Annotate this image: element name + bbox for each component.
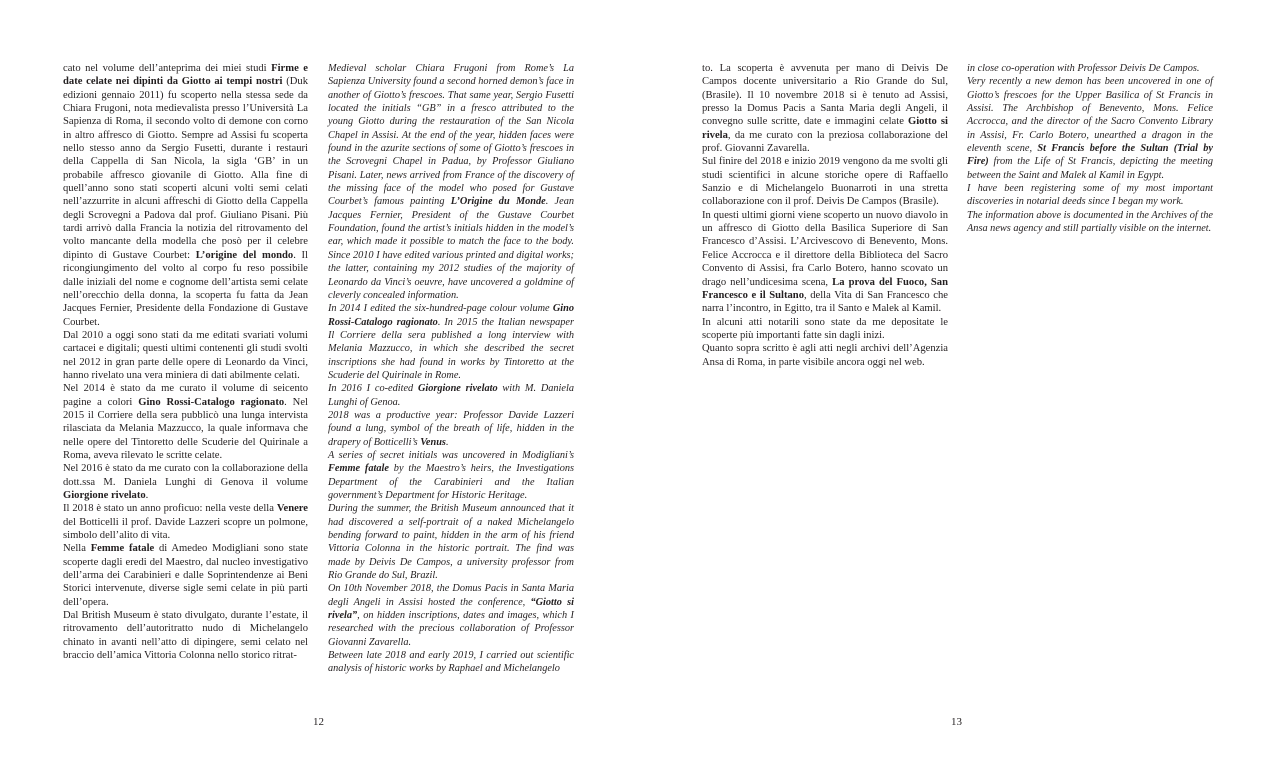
bold-title: Firme e date celate nei dipinti da Giotto ai tempi nostri: [63, 63, 309, 88]
paragraph: Very recently a new demon has been uncovered in one of Giotto’s frescoes for the Upper Basilica of St Francis in Assisi. The Archbishop of Benevento, Mons. Felice Accrocca, and the director of the Sacro Convento Library in Assisi, Fr. Carlo Botero, unearthed a dragon in the eleventh scene, St Francis before the Sultan (Trial by Fire) from the Life of St Francis, depicting the meeting between the Saint and Malek al Kamil in Egypt.: [967, 76, 1213, 181]
paragraph: In alcuni atti notarili sono state da me depositate le scoperte più importanti fatte sin dagli inizi.: [702, 316, 948, 341]
paragraph: Sul finire del 2018 e inizio 2019 vengono da me svolti gli studi scientifici in alcune storiche opere di Raffaello Sanzio e di Michelangelo Buonarroti in una stretta collaborazione con il prof. Deivis De Campos (Brasile).: [702, 156, 948, 208]
bold-title: Femme fatale: [90, 543, 155, 555]
paragraph: Dal 2010 a oggi sono stati da me editati svariati volumi cartacei e digitali; questi ultimi contenenti gli studi svolti nel 2012 in gran parte delle opere di Leonardo da Vinci, hanno rivelato una vera miniera di dati abilmente celati.: [63, 329, 308, 381]
paragraph: In 2014 I edited the six-hundred-page colour volume Gino Rossi-Catalogo ragionato. In 2015 the Italian newspaper Il Corriere della sera published a long interview with Melania Mazzucco, in which she described the secret inscriptions she had found in works by Tintoretto at the Scuderie del Quirinale in Rome.: [328, 303, 574, 381]
paragraph: Dal British Museum è stato divulgato, durante l’estate, il ritrovamento dell’autoritratto nudo di Michelangelo chinato in avanti nell’atto di dipingere, semi celato nel braccio dell’amica Vittoria Colonna nello storico ritrat-: [63, 610, 308, 662]
paragraph: In 2016 I co-edited Giorgione rivelato with M. Daniela Lunghi of Genoa.: [328, 383, 574, 408]
page-number-right: 13: [951, 716, 962, 728]
bold-title: Giotto si rivela: [702, 116, 948, 141]
english-column-page-13: [967, 62, 1213, 235]
paragraph: Nella Femme fatale di Amedeo Modigliani sono state scoperte dagli eredi del Maestro, dal nucleo investigativo dell’arma dei Carabinieri e dalle Soprintendenze ai Beni Storici intervenute, diverse sigle semi celate in più parti dell’opera.: [63, 543, 309, 608]
paragraph: cato nel volume dell’anteprima dei miei studi Firme e date celate nei dipinti da Giotto ai tempi nostri (Duk edizioni gennaio 2011) fu scoperto nella stessa sede da Chiara Frugoni, nota medievalista presso l’Università La Sapienza di Roma, il secondo volto di demone con corno in altro affresco di Giotto. Sempre ad Assisi fu scoperta nello stesso anno da Sergio Fusetti, durante i restauri della Cappella di San Nicola, la sigla ‘GB’ in un probabile affresco giovanile di Giotto. Alla fine di quell’anno sono stati scoperti alcuni volti semi celati nell’azzurrite in alcuni affreschi di Giotto della Cappella degli Scrovegni a Padova dal prof. Giuliano Pisani. Più tardi arrivò dalla Francia la notizia del ritrovamento del volto mancante della modella che posò per il celebre dipinto di Gustave Courbet: L’origine del mondo. Il ricongiungimento del volto al corpo fu reso possibile dalle iniziali del nome e cognome dell’artista semi celate nell’orecchio della donna, la scoperta fu fatta da Jean Jacques Fernier, Presidente della Fondazione di Gustave Courbet.: [63, 63, 309, 328]
bold-title: Gino Rossi-Catalogo ragionato: [138, 396, 285, 408]
paragraph: I have been registering some of my most important discoveries in notarial deeds since I began my work.: [967, 183, 1213, 208]
bold-title: Giorgione rivelato: [417, 383, 498, 395]
bold-title: “Giotto si rivela”: [328, 596, 574, 622]
bold-title: Gino Rossi-Catalogo ragionato: [328, 303, 574, 328]
bold-title: L’Origine du Monde: [450, 196, 546, 208]
paragraph: A series of secret initials was uncovered in Modigliani’s Femme fatale by the Maestro’s heirs, the Investigations Department of the Carabinieri and the Italian government’s Department for Historic Heritage.: [328, 449, 574, 501]
paragraph: The information above is documented in the Archives of the Ansa news agency and still partially visible on the internet.: [967, 209, 1213, 235]
bold-title: Venus: [420, 436, 446, 448]
bold-title: L’origine del mondo: [195, 249, 294, 261]
english-column-page-12: [328, 62, 574, 676]
paragraph: Medieval scholar Chiara Frugoni from Rome’s La Sapienza University found a second horned demon’s face in another of Giotto’s frescoes. That same year, Sergio Fusetti located the initials “GB” in a fresco attributed to the young Giotto during the restauration of the San Nicola Chapel in Assisi. At the end of the year, hidden faces were found in the azurite sections of some of Giotto’s frescoes in the Scrovegni Chapel in Padua, by Professor Giuliano Pisani. Later, news arrived from France of the discovery of the missing face of the model who posed for Gustave Courbet’s famous painting L’Origine du Monde. Jean Jacques Fernier, President of the Gustave Courbet Foundation, found the artist’s initials hidden in the model’s ear, which made it possible to match the face to the body. Since 2010 I have edited various printed and digital works; the latter, containing my 2012 studies of the majority of Leonardo da Vinci’s oeuvre, have uncovered a goldmine of cleverly concealed information.: [328, 63, 574, 301]
paragraph: Il 2018 è stato un anno proficuo: nella veste della Venere del Botticelli il prof. Davide Lazzeri scopre un polmone, simbolo dell’alito di vita.: [63, 503, 308, 542]
paragraph: to. La scoperta è avvenuta per mano di Deivis De Campos docente universitario a Rio Grande do Sul, (Brasile). Il 10 novembre 2018 si è tenuto ad Assisi, presso la Domus Pacis a Santa Maria degli Angeli, il convegno sulle scritte, date e immagini celate Giotto si rivela, da me curato con la preziosa collaborazione del prof. Giovanni Zavarella.: [702, 63, 948, 155]
paragraph: Nel 2014 è stato da me curato il volume di seicento pagine a colori Gino Rossi-Catalogo ragionato. Nel 2015 il Corriere della sera pubblicò una lunga intervista rilasciata da Melania Mazzucco, la quale informava che nelle opere del Tintoretto delle Scuderie del Quirinale a Roma, aveva rilevato le scritte celate.: [63, 383, 308, 461]
paragraph: Between late 2018 and early 2019, I carried out scientific analysis of historic works by Raphael and Michelangelo: [328, 650, 574, 675]
paragraph: 2018 was a productive year: Professor Davide Lazzeri found a lung, symbol of the breath of life, hidden in the drapery of Botticelli’s Venus.: [328, 409, 574, 448]
italian-column-page-12: [63, 62, 308, 662]
paragraph: In questi ultimi giorni viene scoperto un nuovo diavolo in un affresco di Giotto della Basilica Superiore di San Francesco d’Assisi. L’Arcivescovo di Benevento, Mons. Felice Accrocca e il direttore della Biblioteca del Sacro Convento di Assisi, fra Carlo Botero, hanno scovato un drago nell’undicesima scena, La prova del Fuoco, San Francesco e il Sultano, della Vita di San Francesco che narra l’incontro, in Egitto, tra il Santo e Malek al Kamil.: [702, 209, 948, 315]
paragraph: During the summer, the British Museum announced that it had discovered a self-portrait of a naked Michelangelo bending forward to paint, hidden in the arm of his friend Vittoria Colonna in the historic portrait. The find was made by Deivis De Campos, a university professor from Rio Grande do Sul, Brazil.: [328, 503, 574, 582]
page-number-left: 12: [313, 716, 324, 728]
paragraph: Nel 2016 è stato da me curato con la collaborazione della dott.ssa M. Daniela Lunghi di Genova il volume Giorgione rivelato.: [63, 463, 308, 501]
bold-title: Femme fatale: [328, 463, 389, 475]
bold-title: St Francis before the Sultan (Trial by Fire): [967, 143, 1213, 168]
bold-title: Giorgione rivelato: [63, 490, 146, 501]
paragraph: Quanto sopra scritto è agli atti negli archivi dell’Agenzia Ansa di Roma, in parte visibile ancora oggi nel web.: [702, 343, 948, 368]
italian-column-page-13: [702, 62, 948, 369]
paragraph: On 10th November 2018, the Domus Pacis in Santa Maria degli Angeli in Assisi hosted the conference, “Giotto si rivela”, on hidden inscriptions, dates and images, which I researched with the precious collaboration of Professor Giovanni Zavarella.: [328, 583, 574, 648]
paragraph: in close co-operation with Professor Deivis De Campos.: [967, 63, 1200, 74]
bold-title: Venere: [276, 503, 308, 515]
bold-title: La prova del Fuoco, San Francesco e il Sultano: [702, 276, 948, 301]
